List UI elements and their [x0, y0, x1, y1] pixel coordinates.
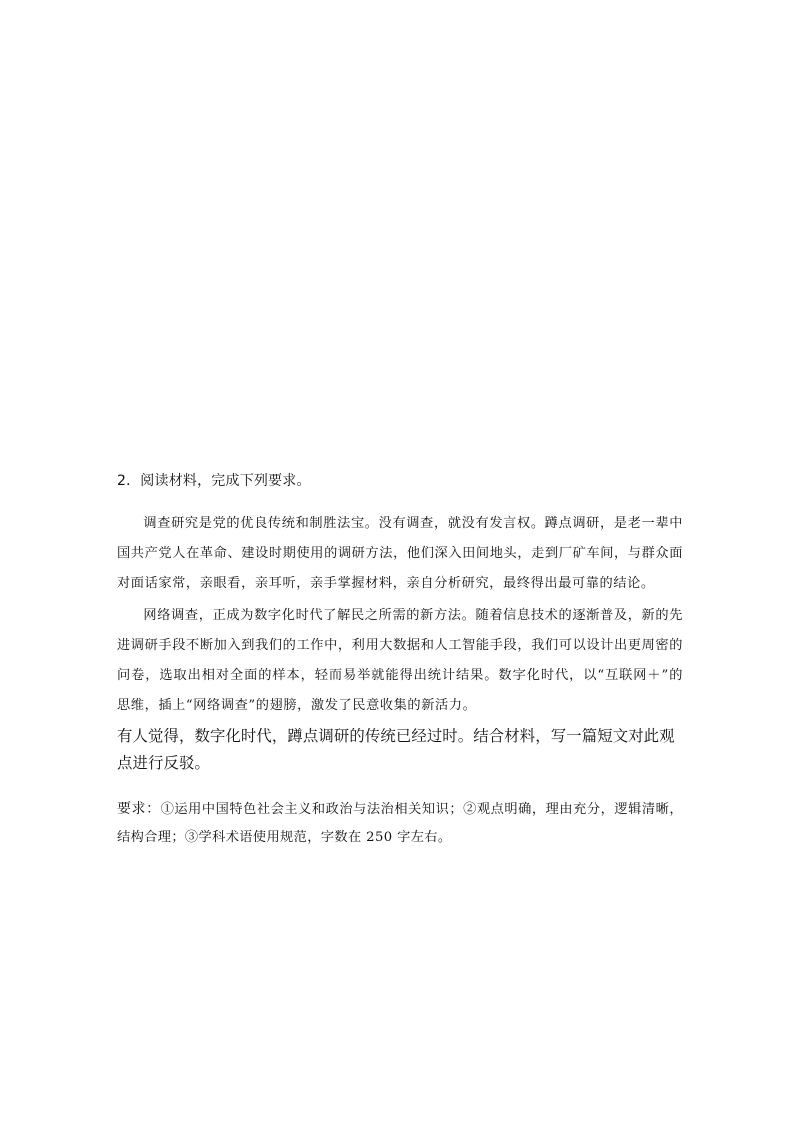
material-paragraph-1: 调查研究是党的优良传统和制胜法宝。没有调查，就没有发言权。蹲点调研，是老一辈中国共产党人在革命、建设时期使用的调研方法，他们深入田间地头，走到厂矿车间，与群众面对面话家常，亲眼看，亲耳听，亲手掌握材料，亲自分析研究，最终得出最可靠的结论。 [117, 516, 683, 591]
material-block-2 [117, 601, 683, 721]
requirement-block [117, 795, 683, 852]
writing-prompt: 有人觉得，数字化时代，蹲点调研的传统已经过时。结合材料，写一篇短文对此观点进行反驳。 [117, 727, 675, 772]
requirement-label: 要求： [117, 801, 161, 817]
material-block-1 [117, 509, 683, 599]
requirement-text: ①运用中国特色社会主义和政治与法治相关知识；②观点明确，理由充分，逻辑清晰，结构合理；③学科术语使用规范，字数在 250 字左右。 [117, 802, 683, 845]
question-title: 2．阅读材料，完成下列要求。 [117, 473, 311, 489]
material-paragraph-2: 网络调查，正成为数字化时代了解民之所需的新方法。随着信息技术的逐渐普及，新的先进调研手段不断加入到我们的工作中，利用大数据和人工智能手段，我们可以设计出更周密的问卷，选取出相对全面的样本，轻而易举就能得出统计结果。数字化时代，以“互联网＋”的思维，插上“网络调查”的翅膀，激发了民意收集的新活力。 [117, 608, 683, 713]
